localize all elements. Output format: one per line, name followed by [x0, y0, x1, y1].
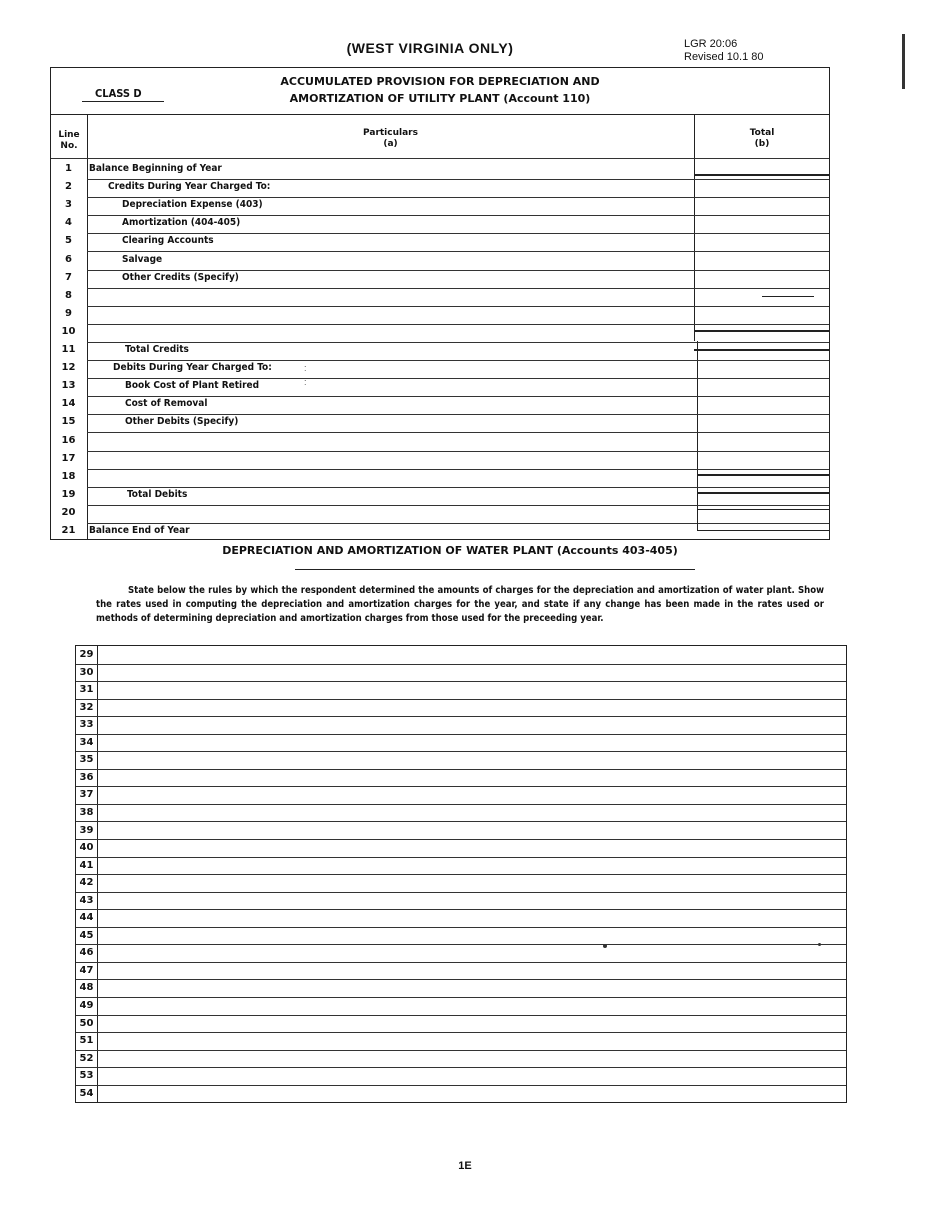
total-cell[interactable]: [695, 252, 828, 270]
table-row: [51, 433, 829, 451]
particulars-label: Cost of Removal: [125, 398, 208, 410]
balance-end-total-box[interactable]: [697, 509, 829, 531]
table-row: [51, 360, 829, 378]
debits-total-rule-1: [697, 474, 829, 476]
notes-line[interactable]: [76, 979, 846, 997]
particulars-label: Balance End of Year: [89, 525, 190, 536]
line-no-header-2: No.: [60, 141, 78, 151]
particulars-label: Salvage: [122, 253, 163, 265]
total-cell[interactable]: [698, 342, 828, 360]
line-number: 17: [61, 452, 76, 464]
table-row: [51, 161, 829, 179]
class-underline: [82, 101, 164, 102]
line-number: 33: [79, 719, 94, 731]
total-cell[interactable]: [695, 215, 828, 233]
line-number: 8: [65, 289, 72, 301]
notes-line[interactable]: [76, 786, 846, 804]
line-number: 3: [65, 199, 72, 211]
notes-line[interactable]: [76, 997, 846, 1015]
line-number: 29: [79, 649, 94, 660]
line-number: 6: [65, 253, 72, 265]
particulars-label: Book Cost of Plant Retired: [125, 380, 260, 392]
particulars-label: Total Debits: [127, 488, 188, 500]
particulars-label: Other Debits (Specify): [125, 416, 239, 428]
total-cell[interactable]: [698, 451, 828, 469]
notes-line[interactable]: [76, 944, 846, 962]
particulars-label: Credits During Year Charged To:: [108, 181, 271, 193]
line-number: 43: [79, 894, 94, 906]
total-subheader: (b): [754, 139, 770, 149]
total-cell[interactable]: [698, 360, 828, 378]
particulars-label: Amortization (404-405): [122, 217, 241, 229]
notes-line[interactable]: [76, 839, 846, 857]
notes-line[interactable]: [76, 909, 846, 927]
notes-line[interactable]: [76, 804, 846, 822]
line-number: 41: [79, 859, 94, 871]
line-number: 9: [65, 307, 72, 319]
line-number: 51: [79, 1035, 94, 1047]
total-cell[interactable]: [698, 487, 828, 505]
particulars-label: Total Credits: [125, 344, 189, 355]
total-cell[interactable]: [695, 179, 828, 197]
total-cell[interactable]: [698, 396, 828, 414]
line-number: 13: [61, 380, 76, 392]
notes-line[interactable]: [76, 699, 846, 717]
line-number: 11: [61, 344, 76, 355]
scan-speck: [818, 943, 821, 946]
total-cell[interactable]: [698, 433, 828, 451]
credits-total-rule-2: [694, 349, 829, 351]
page-number: 1E: [458, 1160, 472, 1172]
particulars-label: Depreciation Expense (403): [122, 199, 263, 211]
form-number: LGR 20:06: [684, 38, 738, 50]
total-cell[interactable]: [695, 306, 828, 324]
notes-line[interactable]: [76, 646, 846, 664]
line-number: 31: [79, 684, 94, 696]
line-number: 40: [79, 842, 94, 854]
particulars-label: Debits During Year Charged To:: [113, 362, 272, 374]
colon-mark-2: :: [304, 377, 307, 387]
line-number: 42: [79, 877, 94, 889]
schedule-title-line-2: AMORTIZATION OF UTILITY PLANT (Account 110): [289, 92, 591, 105]
line-number: 50: [79, 1017, 94, 1029]
column-header-line-no: [51, 130, 87, 152]
notes-line[interactable]: [76, 874, 846, 892]
table-row: [51, 396, 829, 414]
line-number: 53: [79, 1070, 94, 1082]
line-number: 19: [61, 488, 76, 500]
schedule-title-line-1: ACCUMULATED PROVISION FOR DEPRECIATION AND: [280, 75, 600, 88]
line-number: 10: [61, 325, 76, 337]
table-row: [51, 487, 829, 505]
class-label: CLASS D: [95, 87, 142, 100]
total-cell[interactable]: [695, 324, 828, 342]
line-number: 1: [65, 163, 72, 174]
line-number: 20: [61, 506, 76, 518]
notes-line[interactable]: [76, 751, 846, 769]
notes-line[interactable]: [76, 962, 846, 980]
line-number: 36: [79, 771, 94, 783]
state-title: (WEST VIRGINIA ONLY): [346, 40, 514, 56]
revision-date: Revised 10.1 80: [684, 51, 764, 63]
scan-speck: [603, 944, 607, 948]
line-number: 16: [61, 434, 76, 446]
table-row: [51, 252, 829, 270]
notes-line[interactable]: [76, 1015, 846, 1033]
line-number: 12: [61, 362, 76, 374]
table-row: [51, 179, 829, 197]
line-number: 15: [61, 416, 76, 428]
line-number: 54: [79, 1087, 94, 1099]
line-number: 44: [79, 912, 94, 924]
table-row: [51, 270, 829, 288]
particulars-header: Particulars: [363, 128, 418, 138]
line-number: 14: [61, 398, 76, 410]
notes-line[interactable]: [76, 716, 846, 734]
notes-line[interactable]: [76, 1067, 846, 1085]
column-header-particulars: [88, 128, 693, 150]
table-row: [51, 414, 829, 432]
line-number: 21: [61, 525, 76, 536]
notes-line[interactable]: [76, 664, 846, 682]
total-cell[interactable]: [695, 197, 828, 215]
total-cell[interactable]: [695, 270, 828, 288]
debits-total-rule-2: [697, 492, 829, 494]
notes-line[interactable]: [76, 857, 846, 875]
total-cell[interactable]: [695, 161, 828, 179]
total-cell[interactable]: [698, 414, 828, 432]
line-number: 45: [79, 929, 94, 941]
notes-line[interactable]: [76, 892, 846, 910]
table-row: [51, 324, 829, 342]
form-number-block: [684, 38, 764, 64]
total-cell[interactable]: [698, 378, 828, 396]
particulars-label: Clearing Accounts: [122, 235, 214, 247]
scan-edge-mark: [902, 34, 905, 89]
line-number: 7: [65, 271, 72, 283]
line-number: 5: [65, 235, 72, 247]
line-number: 49: [79, 1000, 94, 1011]
total-header: Total: [749, 128, 775, 138]
table-row: [51, 288, 829, 306]
colon-mark-1: :: [304, 363, 307, 373]
line-number: 35: [79, 754, 94, 766]
table-row: [51, 378, 829, 396]
notes-line[interactable]: [76, 1085, 846, 1103]
line-number: 46: [79, 947, 94, 959]
table-row: [51, 233, 829, 251]
line-number: 47: [79, 964, 94, 976]
line-number: 30: [79, 666, 94, 678]
notes-line[interactable]: [76, 681, 846, 699]
notes-line[interactable]: [76, 1050, 846, 1068]
table-row: [51, 469, 829, 487]
line-number: 37: [79, 789, 94, 801]
column-header-bottom-rule: [51, 158, 829, 159]
particulars-subheader: (a): [383, 139, 398, 149]
specify-rule: [762, 296, 814, 297]
total-cell[interactable]: [698, 469, 828, 487]
balance-total-rule: [694, 174, 829, 176]
particulars-label: Balance Beginning of Year: [89, 163, 222, 174]
line-number: 38: [79, 806, 94, 818]
schedule-title: [230, 73, 650, 107]
credits-total-rule-1: [694, 330, 829, 332]
line-number: 18: [61, 470, 76, 482]
section-title-rule: [295, 569, 695, 570]
instruction-text: State below the rules by which the respondent determined the amounts of charges for the depreciation and amortization of water plant. Show the rates used in computing the depreciation and amortization charges for the year, and state if any change has been made in the rates used or methods of determining depreciation and amortization charges from those used for the preceeding year.: [96, 585, 824, 624]
line-no-header-1: Line: [58, 130, 80, 140]
column-header-total: [697, 128, 827, 150]
notes-line[interactable]: [76, 927, 846, 945]
particulars-label: Other Credits (Specify): [122, 271, 239, 283]
line-number: 34: [79, 736, 94, 748]
table-row: [51, 197, 829, 215]
table-row: [51, 451, 829, 469]
notes-line[interactable]: [76, 822, 846, 840]
line-number: 52: [79, 1052, 94, 1064]
notes-line[interactable]: [76, 769, 846, 787]
line-number: 4: [65, 217, 72, 229]
line-number: 2: [65, 181, 72, 193]
line-number: 39: [79, 824, 94, 836]
line-number: 32: [79, 701, 94, 713]
total-cell[interactable]: [695, 233, 828, 251]
notes-line[interactable]: [76, 1032, 846, 1050]
line-number: 48: [79, 982, 94, 994]
header-rule: [50, 114, 830, 115]
table-row: [51, 215, 829, 233]
depreciation-section-title: DEPRECIATION AND AMORTIZATION OF WATER PLANT (Accounts 403-405): [222, 544, 678, 557]
notes-line[interactable]: [76, 734, 846, 752]
table-row: [51, 306, 829, 324]
table-row: [51, 342, 829, 360]
